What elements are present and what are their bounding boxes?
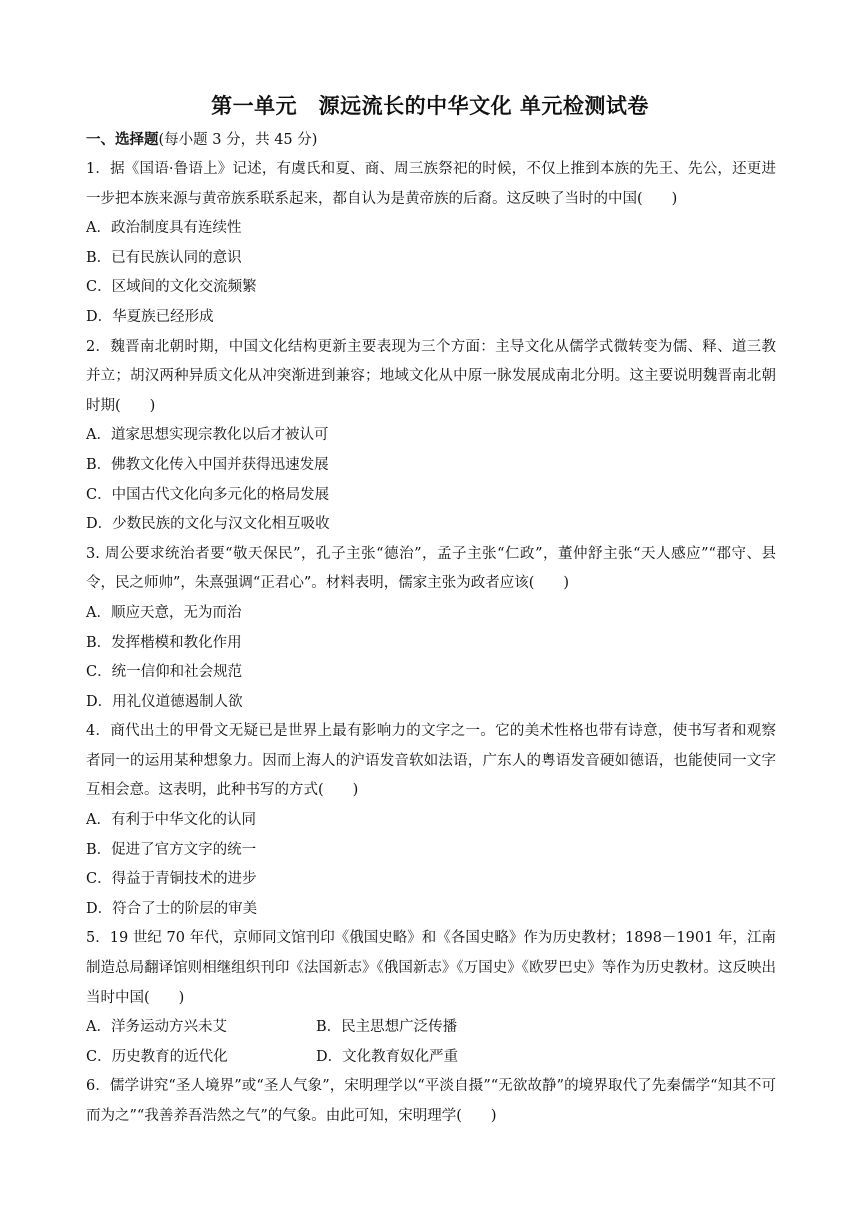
section-heading bbox=[86, 128, 317, 149]
question-4 bbox=[86, 717, 776, 924]
option-row bbox=[86, 1043, 776, 1073]
option-a: A．有利于中华文化的认同 bbox=[86, 812, 256, 829]
section-title: 一、选择题 bbox=[86, 132, 159, 148]
question-6 bbox=[86, 1072, 776, 1131]
option-b: B．发挥楷模和教化作用 bbox=[86, 634, 242, 651]
question-5 bbox=[86, 924, 776, 1072]
option-c: C．得益于青铜技术的进步 bbox=[86, 871, 257, 888]
question-list bbox=[86, 155, 776, 1132]
option-d: D．华夏族已经形成 bbox=[86, 308, 214, 325]
option-b: B．已有民族认同的意识 bbox=[86, 249, 242, 266]
option-a: A．洋务运动方兴未艾 bbox=[86, 1019, 227, 1036]
option-d: D．用礼仪道德遏制人欲 bbox=[86, 693, 243, 710]
option-d: D．少数民族的文化与汉文化相互吸收 bbox=[86, 516, 330, 533]
option-row bbox=[86, 1013, 776, 1043]
question-stem: 2．魏晋南北朝时期，中国文化结构更新主要表现为三个方面：主导文化从儒学式微转变为儒、释、道三教并立；胡汉两种异质文化从冲突渐进到兼容；地域文化从中原一脉发展成南北分明。这主要说明魏晋南北朝时期( ) bbox=[86, 338, 776, 414]
option-a: A．顺应天意，无为而治 bbox=[86, 604, 242, 621]
document-title: 第一单元 源远流长的中华文化 单元检测试卷 bbox=[211, 94, 649, 118]
section-note: (每小题 3 分，共 45 分) bbox=[158, 132, 318, 148]
option-b: B．佛教文化传入中国并获得迅速发展 bbox=[86, 456, 329, 473]
option-d: D．文化教育奴化严重 bbox=[316, 1048, 459, 1065]
question-stem: 5．19 世纪 70 年代，京师同文馆刊印《俄国史略》和《各国史略》作为历史教材；1898－1901 年，江南制造总局翻译馆则相继组织刊印《法国新志》《俄国新志》《万国史》《欧罗巴史》等作为历史教材。这反映出当时中国( ) bbox=[86, 930, 776, 1006]
option-a: A．政治制度具有连续性 bbox=[86, 220, 242, 237]
question-3 bbox=[86, 540, 776, 718]
question-stem: 6．儒学讲究“圣人境界”或“圣人气象”，宋明理学以“平淡自摄”“无欲故静”的境界取代了先秦儒学“知其不可而为之”“我善养吾浩然之气”的气象。由此可知，宋明理学( ) bbox=[86, 1078, 776, 1124]
option-d: D．符合了士的阶层的审美 bbox=[86, 900, 258, 917]
option-c: C．中国古代文化向多元化的格局发展 bbox=[86, 486, 330, 503]
question-stem: 3. 周公要求统治者要“敬天保民”，孔子主张“德治”，孟子主张“仁政”，董仲舒主张“天人感应”“郡守、县令，民之师帅”，朱熹强调“正君心”。材料表明，儒家主张为政者应该( ) bbox=[86, 545, 776, 592]
option-c: C．历史教育的近代化 bbox=[86, 1048, 228, 1065]
option-b: B．促进了官方文字的统一 bbox=[86, 841, 257, 858]
option-c: C．区域间的文化交流频繁 bbox=[86, 279, 257, 296]
option-a: A．道家思想实现宗教化以后才被认可 bbox=[86, 427, 329, 444]
question-stem: 4．商代出土的甲骨文无疑已是世界上最有影响力的文字之一。它的美术性格也带有诗意，使书写者和观察者同一的运用某种想象力。因而上海人的沪语发音软如法语，广东人的粤语发音硬如德语，也能使同一文字互相会意。这表明，此种书写的方式( ) bbox=[86, 723, 776, 799]
question-stem: 1．据《国语·鲁语上》记述，有虞氏和夏、商、周三族祭祀的时候，不仅上推到本族的先王、先公，还更进一步把本族来源与黄帝族系联系起来，都自认为是黄帝族的后裔。这反映了当时的中国( ) bbox=[86, 161, 776, 207]
option-c: C．统一信仰和社会规范 bbox=[86, 664, 243, 681]
option-b: B．民主思想广泛传播 bbox=[316, 1019, 458, 1036]
question-1 bbox=[86, 155, 776, 333]
question-2 bbox=[86, 333, 776, 540]
